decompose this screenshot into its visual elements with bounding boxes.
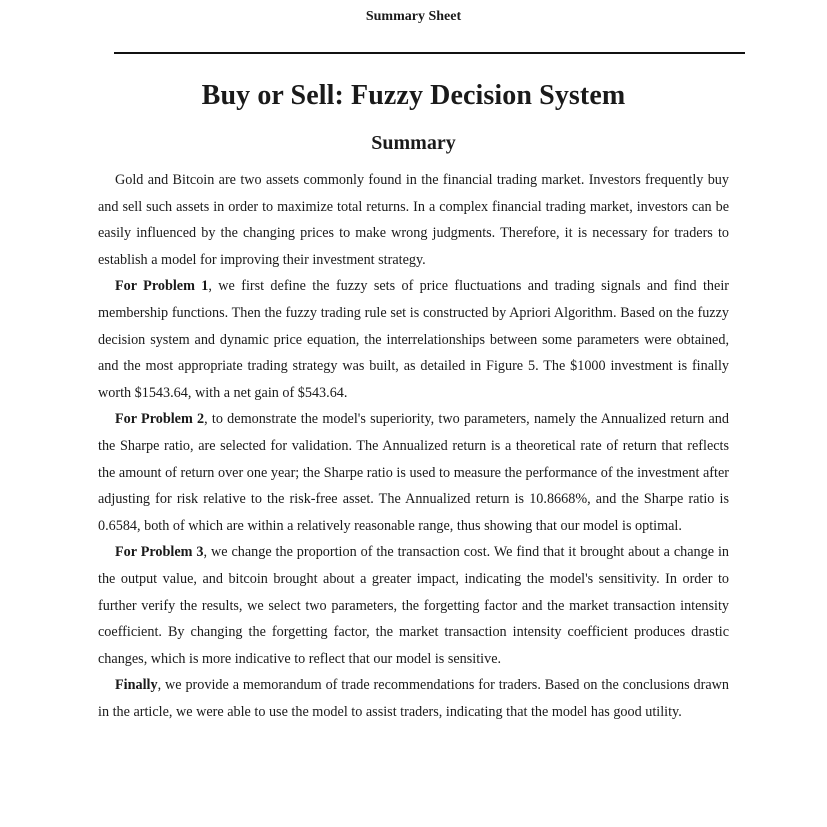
paragraph-text: , to demonstrate the model's superiority, two parameters, namely the Annualized return and the Sharpe ratio, are selected for validation. The Annualized return is a theoretical rate of return that reflects the amount of return over one year; the Sharpe ratio is used to measure the performance of the investment after adjusting for risk relative to the risk-free asset. The Annualized return is 10.8668%, and the Sharpe ratio is 0.6584, both of which are within a relatively reasonable range, thus showing that our model is optimal. [98,411,729,534]
summary-body [98,167,729,725]
paragraph-problem-2 [98,406,729,539]
paragraph-finally [98,672,729,725]
summary-heading: Summary [371,132,456,154]
paragraph-text: , we first define the fuzzy sets of price fluctuations and trading signals and find their membership functions. Then the fuzzy trading rule set is constructed by Apriori Algorithm. Based on the fuzzy decision system and dynamic price equation, the interrelationships between some parameters were obtained, and the most appropriate trading strategy was built, as detailed in Figure 5. The $1000 investment is finally worth $1543.64, with a net gain of $543.64. [98,278,729,401]
paragraph-problem-1 [98,273,729,406]
paragraph-intro [98,167,729,273]
paragraph-lead: Finally [115,677,158,694]
paragraph-lead: For Problem 2 [115,411,205,428]
paragraph-text: Gold and Bitcoin are two assets commonly found in the financial trading market. Investors frequently buy and sell such assets in order to maximize total returns. In a complex financial trading market, investors can be easily influenced by the changing prices to make wrong judgments. Therefore, it is necessary for traders to establish a model for improving their investment strategy. [98,172,729,268]
paragraph-text: , we change the proportion of the transaction cost. We find that it brought about a change in the output value, and bitcoin brought about a greater impact, indicating the model's sensitivity. In order to further verify the results, we select two parameters, the forgetting factor and the market transaction intensity coefficient. By changing the forgetting factor, the market transaction intensity coefficient produces drastic changes, which is more indicative to reflect that our model is sensitive. [98,544,729,667]
paper-title: Buy or Sell: Fuzzy Decision System [201,80,626,111]
paragraph-problem-3 [98,539,729,672]
header-rule [114,52,745,54]
paragraph-lead: For Problem 3 [115,544,204,561]
paragraph-text: , we provide a memorandum of trade recommendations for traders. Based on the conclusions drawn in the article, we were able to use the model to assist traders, indicating that the model has good utility. [98,677,729,720]
summary-sheet-header: Summary Sheet [365,9,462,24]
paragraph-lead: For Problem 1 [115,278,209,295]
